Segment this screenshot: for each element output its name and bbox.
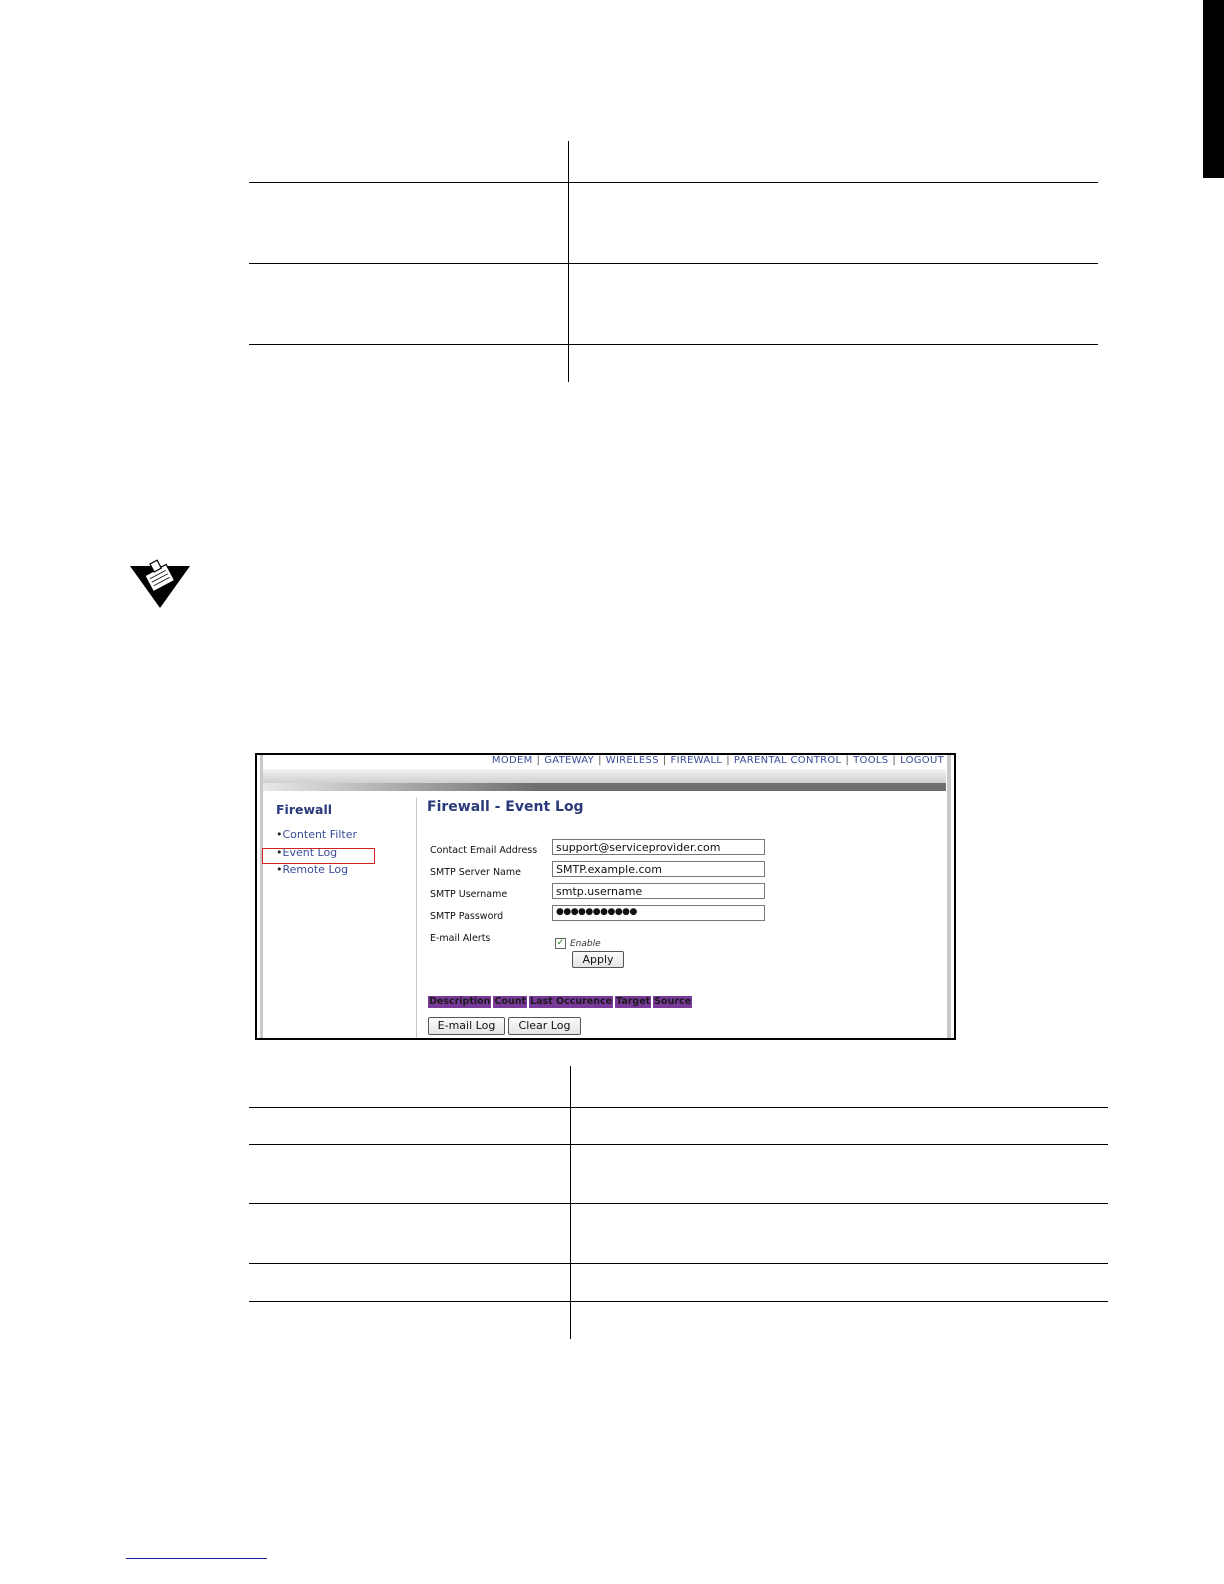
- bullet: •: [276, 846, 283, 859]
- page-title: Firewall - Event Log: [427, 799, 584, 815]
- sidebar-item-label: Remote Log: [282, 863, 349, 876]
- nav-separator: |: [845, 755, 850, 766]
- enable-label: Enable: [570, 939, 601, 949]
- frame-left-border: [260, 755, 263, 1038]
- header-swoosh: [263, 783, 946, 791]
- contact-email-input[interactable]: support@serviceprovider.com: [552, 839, 765, 855]
- sidebar-item-remote-log[interactable]: [276, 863, 348, 876]
- column-header-target: Target: [616, 996, 651, 1007]
- nav-gateway[interactable]: GATEWAY: [544, 755, 595, 766]
- email-alerts-label: E-mail Alerts: [430, 933, 491, 944]
- bullet: •: [276, 828, 283, 841]
- smtp-server-input[interactable]: SMTP.example.com: [552, 861, 765, 877]
- column-header-count: Count: [494, 996, 527, 1007]
- nav-separator: |: [726, 755, 730, 766]
- email-alerts-checkbox[interactable]: ✓: [556, 938, 565, 948]
- table-row-divider: [249, 263, 1098, 264]
- column-header-source: Source: [654, 996, 692, 1007]
- table-row-divider: [249, 1203, 1108, 1204]
- page-edge-marker: [1203, 0, 1224, 178]
- email-log-button[interactable]: E-mail Log: [428, 1017, 505, 1035]
- table-row-divider: [249, 1263, 1108, 1264]
- smtp-password-input[interactable]: ●●●●●●●●●●●: [552, 905, 765, 921]
- footer-rule: [126, 1558, 267, 1559]
- column-header-description: Description: [429, 996, 491, 1007]
- table-row-divider: [249, 182, 1098, 183]
- top-navigation: [257, 755, 944, 769]
- table-row-divider: [249, 1144, 1108, 1145]
- table-row-divider: [249, 344, 1098, 345]
- nav-separator: |: [892, 755, 897, 766]
- clear-log-button[interactable]: Clear Log: [508, 1017, 581, 1035]
- header-banner: [263, 769, 946, 791]
- router-ui-screenshot: [255, 753, 956, 1040]
- table-row-divider: [249, 1107, 1108, 1108]
- bullet: •: [276, 863, 283, 876]
- table-row-divider: [249, 1301, 1108, 1302]
- contact-email-label: Contact Email Address: [430, 845, 538, 856]
- smtp-username-input[interactable]: smtp.username: [552, 883, 765, 899]
- nav-separator: |: [536, 755, 541, 766]
- column-header-last-occurence: Last Occurence: [530, 996, 613, 1007]
- table-column-divider: [568, 141, 569, 382]
- event-log-highlight-box: [262, 848, 375, 864]
- nav-firewall[interactable]: FIREWALL: [670, 755, 723, 766]
- sidebar-item-label: Content Filter: [282, 828, 357, 841]
- log-table-header: [428, 996, 692, 1008]
- smtp-username-label: SMTP Username: [430, 889, 508, 900]
- nav-modem[interactable]: MODEM: [491, 755, 533, 766]
- sidebar: [264, 791, 415, 1038]
- smtp-password-label: SMTP Password: [430, 911, 504, 922]
- nav-separator: |: [662, 755, 667, 766]
- nav-logout[interactable]: LOGOUT: [900, 755, 944, 766]
- main-content: [427, 799, 944, 1038]
- note-icon: [128, 556, 192, 612]
- nav-separator: |: [598, 755, 602, 766]
- frame-right-border: [947, 755, 951, 1038]
- sidebar-item-label: Event Log: [282, 846, 338, 859]
- nav-wireless[interactable]: WIRELESS: [605, 755, 659, 766]
- smtp-server-label: SMTP Server Name: [430, 867, 521, 878]
- apply-button[interactable]: Apply: [572, 951, 624, 968]
- nav-parental-control[interactable]: PARENTAL CONTROL: [733, 755, 842, 766]
- sidebar-divider: [416, 797, 417, 1038]
- sidebar-title: Firewall: [276, 802, 333, 817]
- nav-tools[interactable]: TOOLS: [853, 755, 889, 766]
- sidebar-item-content-filter[interactable]: [276, 828, 357, 841]
